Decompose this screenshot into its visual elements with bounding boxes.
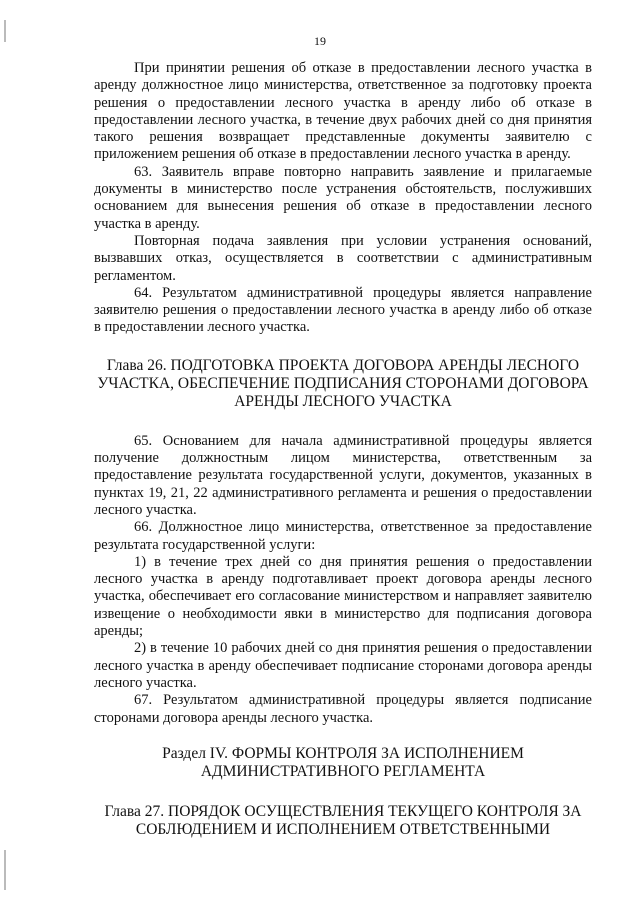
page-number: 19 (314, 34, 326, 48)
list-item: 2) в течение 10 рабочих дней со дня принятия решения о предоставлении лесного участка в аренду обеспечивает подписание сторонами договора аренды лесного участка. (94, 640, 592, 691)
document-body (94, 60, 592, 839)
paragraph-66: 66. Должностное лицо министерства, ответственное за предоставление результата государственной услуги: (94, 519, 592, 553)
chapter-26-heading: Глава 26. ПОДГОТОВКА ПРОЕКТА ДОГОВОРА АРЕНДЫ ЛЕСНОГО УЧАСТКА, ОБЕСПЕЧЕНИЕ ПОДПИСАНИЯ СТОРОНАМИ ДОГОВОРА АРЕНДЫ ЛЕСНОГО УЧАСТКА (97, 356, 589, 410)
paragraph-64: 64. Результатом административной процедуры является направление заявителю решения о предоставлении лесного участка в аренду либо об отказе в предоставлении лесного участка. (94, 284, 592, 336)
list-item: 1) в течение трех дней со дня принятия решения о предоставлении лесного участка в аренду подготавливает проект договора аренды лесного участка, обеспечивает его согласование министерством и направляет заявителю извещение о необходимости явки в министерство для подписания договора аренды; (94, 553, 592, 640)
paragraph: Повторная подача заявления при условии устранения оснований, вызвавших отказ, осуществляется в соответствии с административным регламентом. (94, 232, 592, 284)
paragraph-63: 63. Заявитель вправе повторно направить заявление и прилагаемые документы в министерство после устранения обстоятельств, послуживших основанием для вынесения решения об отказе в предоставлении лесного участка в аренду. (94, 163, 592, 232)
scan-margin-mark (4, 850, 6, 890)
chapter-27-heading: Глава 27. ПОРЯДОК ОСУЩЕСТВЛЕНИЯ ТЕКУЩЕГО КОНТРОЛЯ ЗА СОБЛЮДЕНИЕМ И ИСПОЛНЕНИЕМ ОТВЕТСТВЕННЫМИ (104, 802, 582, 838)
paragraph-65: 65. Основанием для начала административной процедуры является получение должностным лицом министерства, ответственным за предоставление результата государственной услуги, документов, указанных в пунктах 19, 21, 22 административного регламента и решения о предоставлении лесного участка. (94, 432, 592, 518)
section-4-heading: Раздел IV. ФОРМЫ КОНТРОЛЯ ЗА ИСПОЛНЕНИЕМ АДМИНИСТРАТИВНОГО РЕГЛАМЕНТА (162, 744, 524, 780)
paragraph-67: 67. Результатом административной процедуры является подписание сторонами договора аренды лесного участка. (94, 692, 592, 726)
paragraph: При принятии решения об отказе в предоставлении лесного участка в аренду должностное лицо министерства, ответственное за подготовку проекта решения о предоставлении лесного участка в аренду либо об отказе в предоставлении лесного участка, в течение двух рабочих дней со дня принятия такого решения возвращает представленные документы заявителю с приложением решения об отказе в предоставлении лесного участка в аренду. (94, 60, 592, 163)
